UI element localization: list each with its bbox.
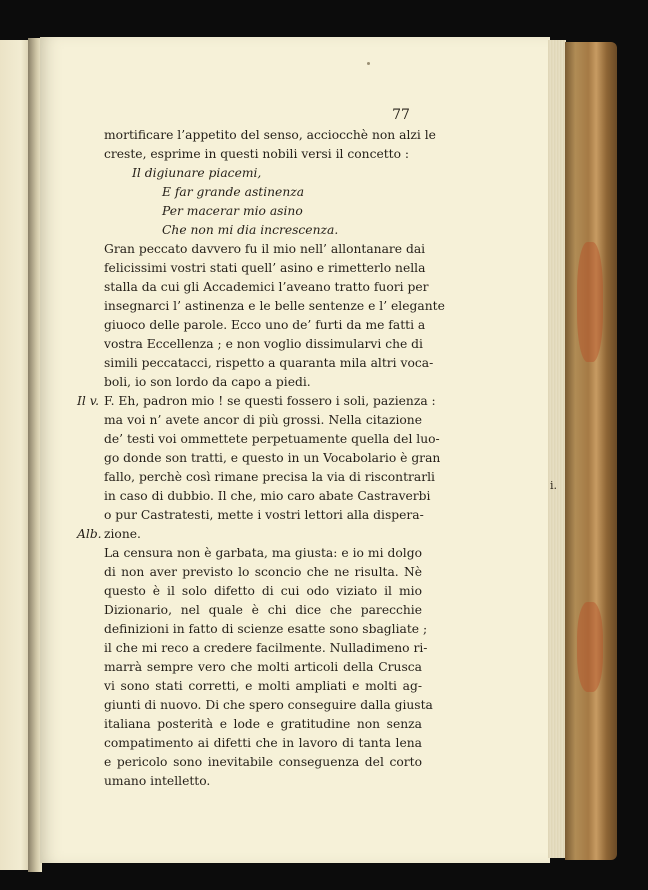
- cover-stain: [577, 242, 603, 362]
- text-line: italiana posterità e lode e gratitudine non senza: [104, 717, 422, 731]
- speaker-label: Il v.: [77, 394, 100, 408]
- text-line: zione.: [104, 527, 141, 541]
- page-stack-edges: [548, 40, 566, 858]
- text-line: de’ testi voi ommettete perpetuamente quella del luo-: [104, 432, 440, 446]
- text-line: di non aver previsto lo sconcio che ne risulta. Nè: [104, 565, 422, 579]
- text-line: mortificare l’appetito del senso, acciocchè non alzi le: [104, 128, 436, 142]
- left-page-edge: [0, 40, 30, 870]
- text-line: Dizionario, nel quale è chi dice che parecchie: [104, 603, 422, 617]
- text-line: boli, io son lordo da capo a piedi.: [104, 375, 311, 389]
- text-line: go donde son tratti, e questo in un Vocabolario è gran: [104, 451, 441, 465]
- text-line: insegnarci l’ astinenza e le belle sentenze e l’ elegante: [104, 299, 445, 313]
- text-line: vostra Eccellenza ; e non voglio dissimularvi che di: [104, 337, 423, 351]
- text-line: umano intelletto.: [104, 774, 211, 788]
- text-line: giunti di nuovo. Di che spero conseguire dalla giusta: [104, 698, 433, 712]
- verse-line: Per macerar mio asino: [162, 204, 303, 218]
- text-line: marrà sempre vero che molti articoli della Crusca: [104, 660, 422, 674]
- text-line: stalla da cui gli Accademici l’aveano tratto fuori per: [104, 280, 429, 294]
- text-line: vi sono stati corretti, e molti ampliati e molti ag-: [104, 679, 422, 693]
- text-line: o pur Castratesti, mette i vostri lettori alla dispera-: [104, 508, 424, 522]
- speaker-label: Alb.: [77, 527, 102, 541]
- text-line: fallo, perchè così rimane precisa la via di riscontrarli: [104, 470, 435, 484]
- text-line: definizioni in fatto di scienze esatte sono sbagliate ;: [104, 622, 428, 636]
- text-line: giuoco delle parole. Ecco uno de’ furti da me fatti a: [104, 318, 426, 332]
- page-number: 77: [392, 107, 410, 123]
- verse-line: Che non mi dia increscenza.: [162, 223, 339, 237]
- text-line: creste, esprime in questi nobili versi il concetto :: [104, 147, 410, 161]
- book-cover-edge: [565, 42, 617, 860]
- text-line: compatimento ai difetti che in lavoro di tanta lena: [104, 736, 422, 750]
- verse-line: Il digiunare piacemi,: [132, 166, 262, 180]
- text-line: ma voi n’ avete ancor di più grossi. Nella citazione: [104, 413, 422, 427]
- verse-line: E far grande astinenza: [162, 185, 305, 199]
- margin-mark: i.: [550, 479, 558, 492]
- text-line: felicissimi vostri stati quell’ asino e rimetterlo nella: [104, 261, 426, 275]
- text-line: in caso di dubbio. Il che, mio caro abate Castraverbi: [104, 489, 431, 503]
- cover-stain: [577, 602, 603, 692]
- text-line: il che mi reco a credere facilmente. Nulladimeno ri-: [104, 641, 428, 655]
- text-line: e pericolo sono inevitabile conseguenza del corto: [104, 755, 422, 769]
- text-line: Gran peccato davvero fu il mio nell’ allontanare dai: [104, 242, 426, 256]
- paper-speck: [367, 62, 370, 65]
- text-line: La censura non è garbata, ma giusta: e io mi dolgo: [104, 546, 422, 560]
- text-line: F. Eh, padron mio ! se questi fossero i soli, pazienza :: [104, 394, 436, 408]
- text-line: questo è il solo difetto di cui odo viziato il mio: [104, 584, 422, 598]
- text-line: simili peccatacci, rispetto a quaranta mila altri voca-: [104, 356, 434, 370]
- body-text: [104, 126, 445, 791]
